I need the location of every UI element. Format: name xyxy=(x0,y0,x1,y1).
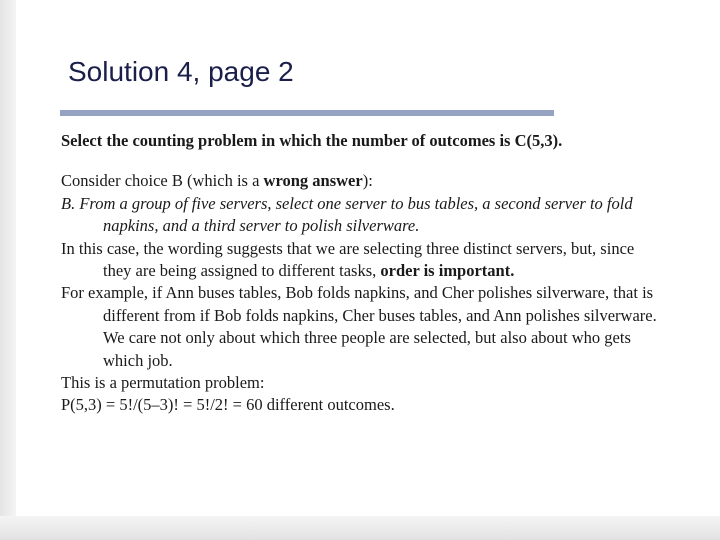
title-underline xyxy=(60,110,554,116)
slide-body xyxy=(61,130,661,417)
bottom-edge-shading xyxy=(0,516,720,540)
case-paragraph xyxy=(61,238,661,283)
consider-line xyxy=(61,170,661,192)
wrong-answer-text: wrong answer xyxy=(263,171,363,191)
order-important-text: order is important. xyxy=(380,261,515,281)
problem-statement: Select the counting problem in which the number of outcomes is C(5,3). xyxy=(61,131,563,150)
example-paragraph: For example, if Ann buses tables, Bob folds napkins, and Cher polishes silverware, that is different from if Bob folds napkins, Cher buses tables, and Ann polishes silverware. We care not only about which three people are selected, but also about who gets which job. xyxy=(61,283,657,370)
permutation-line: This is a permutation problem: xyxy=(61,373,265,393)
choice-b: B. From a group of five servers, select one server to bus tables, a second server to fold napkins, and a third server to polish silverware. xyxy=(61,193,633,236)
slide-title: Solution 4, page 2 xyxy=(68,56,294,87)
formula-line: P(5,3) = 5!/(5–3)! = 5!/2! = 60 different outcomes. xyxy=(61,395,395,415)
consider-text: Consider choice B (which is a xyxy=(61,171,264,191)
case-text: In this case, the wording suggests that we are selecting three distinct servers, but, since they are being assigned to different tasks, xyxy=(61,238,635,281)
left-edge-shading xyxy=(0,0,16,540)
consider-close: ): xyxy=(362,171,373,191)
